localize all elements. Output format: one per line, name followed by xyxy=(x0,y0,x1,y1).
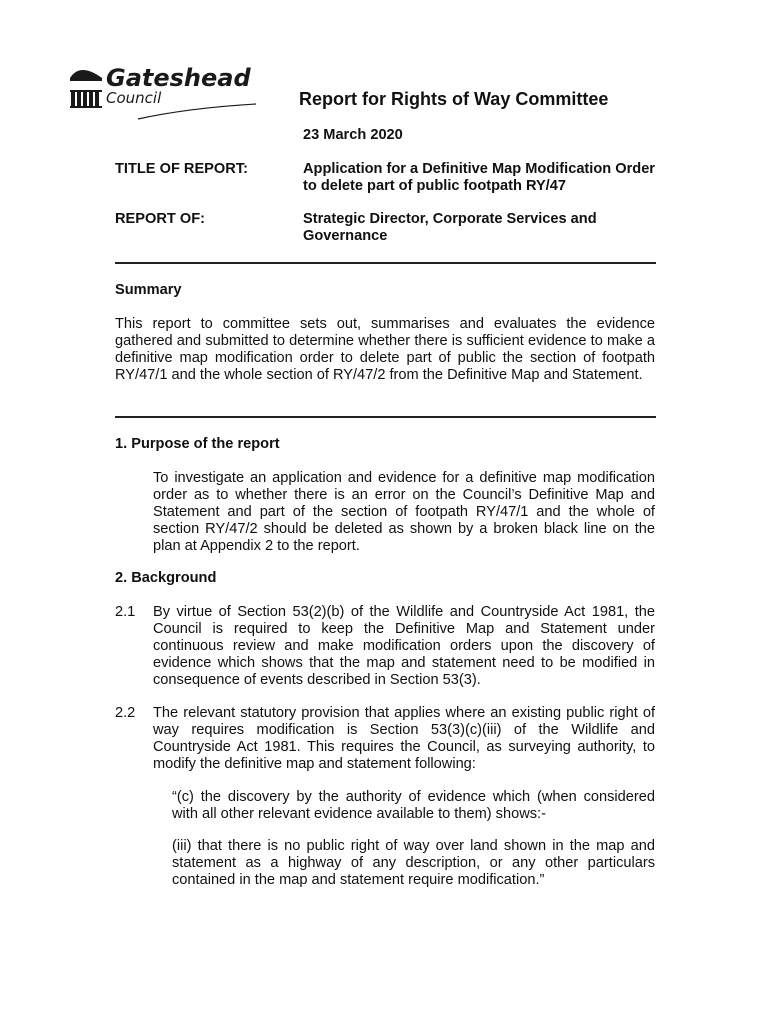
summary-heading: Summary xyxy=(115,282,182,298)
paragraph-number: 2.1 xyxy=(115,604,136,620)
statute-quote-c: “(c) the discovery by the authority of evidence which (when considered with all other relevant evidence available to them) shows:- xyxy=(172,789,655,822)
title-of-report-label: TITLE OF REPORT: xyxy=(115,161,248,177)
title-of-report-value: Application for a Definitive Map Modification Order to delete part of public footpath RY/47 xyxy=(303,161,655,194)
paragraph-2-1-text: By virtue of Section 53(2)(b) of the Wildlife and Countryside Act 1981, the Council is required to keep the Definitive Map and Statement under continuous review and make modification orders upon the discovery of evidence which shows that the map and statement need to be modified in consequence of events described in Section 53(3). xyxy=(153,604,655,688)
logo-wordmark: Gateshead xyxy=(106,64,251,92)
statute-quote-iii: (iii) that there is no public right of way over land shown in the map and statement as a highway of any description, or any other particulars contained in the map and statement require modification.” xyxy=(172,838,655,888)
report-of-label: REPORT OF: xyxy=(115,211,205,227)
paragraph-2-2-text: The relevant statutory provision that applies where an existing public right of way requires modification is Section 53(3)(c)(iii) of the Wildlife and Countryside Act 1981. This requires the Council, as surveying authority, to modify the definitive map and statement following: xyxy=(153,705,655,772)
section-2-heading: 2. Background xyxy=(115,570,217,586)
gateshead-council-logo xyxy=(68,64,258,124)
logo-subtitle: Council xyxy=(106,89,162,107)
section-1-heading: 1. Purpose of the report xyxy=(115,436,280,452)
summary-text: This report to committee sets out, summarises and evaluates the evidence gathered and submitted to determine whether there is sufficient evidence to make a definitive map modification order to delete part of public the section of footpath RY/47/1 and the whole section of RY/47/2 from the Definitive Map and Statement. xyxy=(115,316,655,383)
report-date: 23 March 2020 xyxy=(303,127,403,143)
report-of-value: Strategic Director, Corporate Services and Governance xyxy=(303,211,597,244)
divider xyxy=(115,416,656,418)
report-for-heading: Report for Rights of Way Committee xyxy=(299,89,609,109)
paragraph-number: 2.2 xyxy=(115,705,136,721)
divider xyxy=(115,262,656,264)
section-1-text: To investigate an application and evidence for a definitive map modification order as to whether there is an error on the Council’s Definitive Map and Statement and part of the section of footpath RY/47/1 and the whole of section RY/47/2 should be deleted as shown by a broken black line on the plan at Appendix 2 to the report. xyxy=(153,470,655,554)
